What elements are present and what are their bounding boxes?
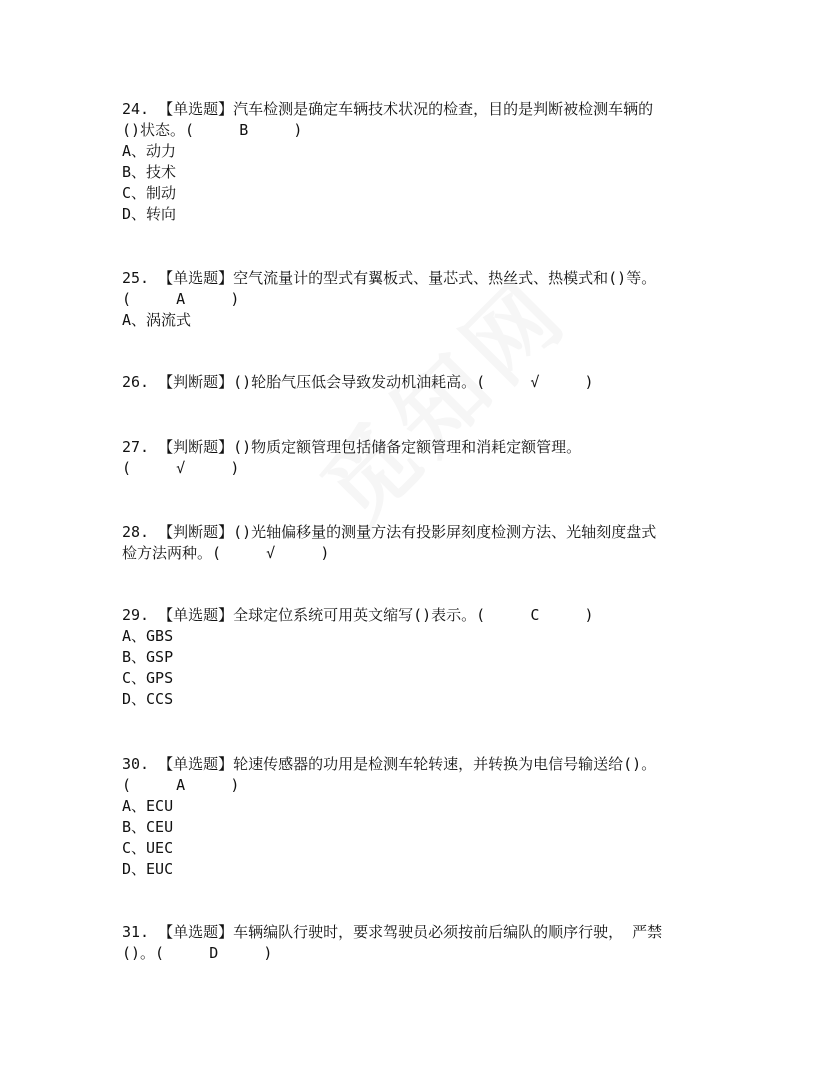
option-a: A、动力 — [122, 142, 177, 160]
question-stem: 25. 【单选题】空气流量计的型式有翼板式、量芯式、热丝式、热模式和()等。 — [122, 269, 657, 287]
question-27 — [122, 437, 722, 479]
question-stem: 30. 【单选题】轮速传感器的功用是检测车轮转速，并转换为电信号输送给()。 — [122, 755, 657, 773]
question-30 — [122, 754, 722, 880]
question-31 — [122, 922, 722, 964]
option-c: C、UEC — [122, 839, 174, 857]
question-29 — [122, 605, 722, 710]
question-stem: ( A ) — [122, 776, 240, 794]
question-28 — [122, 522, 722, 564]
option-d: D、EUC — [122, 860, 174, 878]
option-a: A、涡流式 — [122, 311, 192, 329]
question-stem: 29. 【单选题】全球定位系统可用英文缩写()表示。( C ) — [122, 606, 594, 624]
question-stem: ()。( D ) — [122, 944, 273, 962]
question-stem: 24. 【单选题】汽车检测是确定车辆技术状况的检查，目的是判断被检测车辆的 — [122, 100, 654, 118]
option-c: C、GPS — [122, 669, 174, 687]
question-stem: 26. 【判断题】()轮胎气压低会导致发动机油耗高。( √ ) — [122, 373, 594, 391]
option-a: A、GBS — [122, 627, 174, 645]
question-stem: ( √ ) — [122, 459, 240, 477]
question-stem: 检方法两种。( √ ) — [122, 544, 330, 562]
option-a: A、ECU — [122, 797, 174, 815]
option-b: B、GSP — [122, 648, 174, 666]
question-stem: ( A ) — [122, 290, 240, 308]
question-24 — [122, 99, 722, 225]
option-d: D、转向 — [122, 205, 177, 223]
question-stem: 28. 【判断题】()光轴偏移量的测量方法有投影屏刻度检测方法、光轴刻度盘式 — [122, 523, 657, 541]
question-stem: 27. 【判断题】()物质定额管理包括储备定额管理和消耗定额管理。 — [122, 438, 582, 456]
question-25 — [122, 268, 722, 331]
question-stem: 31. 【单选题】车辆编队行驶时，要求驾驶员必须按前后编队的顺序行驶， 严禁 — [122, 923, 663, 941]
option-b: B、技术 — [122, 163, 177, 181]
question-26 — [122, 372, 722, 393]
question-stem: ()状态。( B ) — [122, 121, 303, 139]
option-b: B、CEU — [122, 818, 174, 836]
option-d: D、CCS — [122, 690, 174, 708]
option-c: C、制动 — [122, 184, 177, 202]
